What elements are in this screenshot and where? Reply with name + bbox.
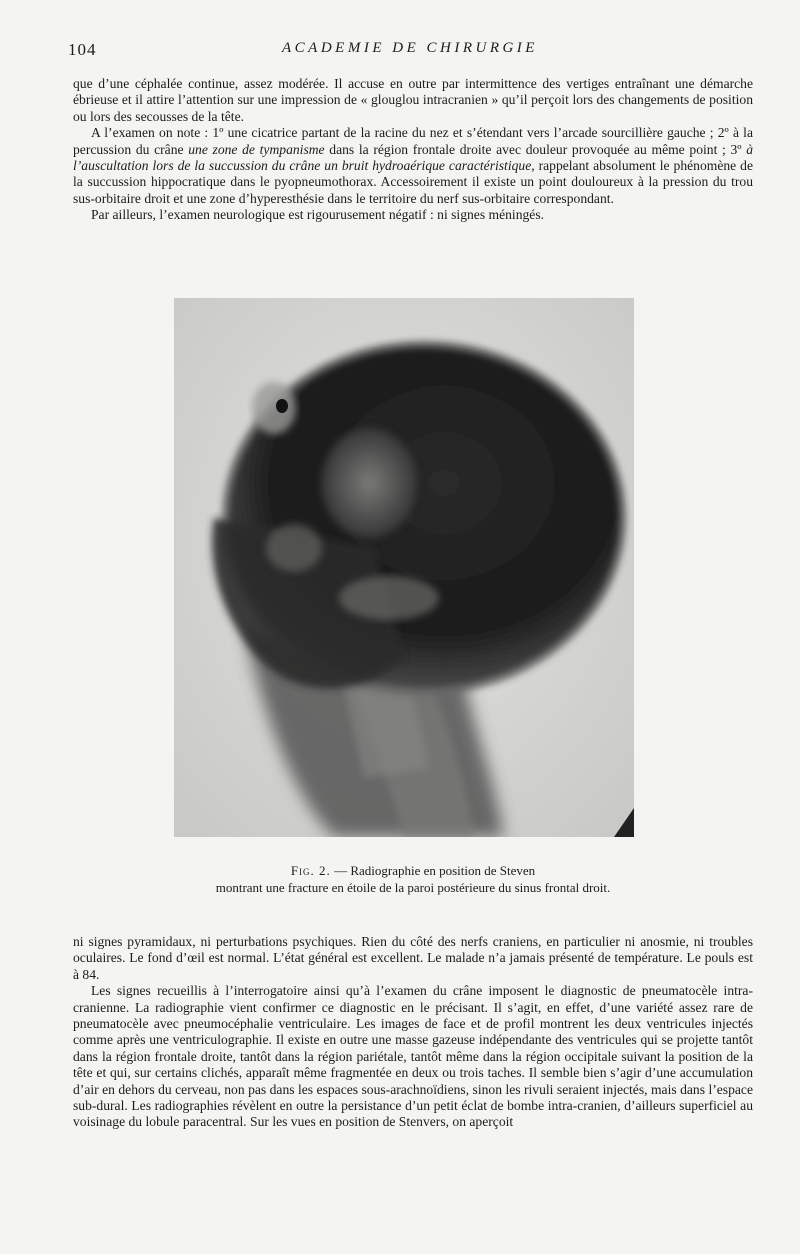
page-number: 104 (68, 40, 97, 59)
text-run: A l’examen on note : 1º une cicatrice partant de la racine du nez et s’étendant vers l’arcade sourcillière gauche ; 2º à la percussion du crâne (73, 125, 753, 157)
figure-caption (73, 862, 753, 896)
paragraph: que d’une céphalée continue, assez modérée. Il accuse en outre par intermittence des vertiges entraînant une démarche ébrieuse et il attire l’attention sur une impression de « glouglou intracranien » qu’il perçoit lors des changements de position ou lors des secousses de la tête. (73, 76, 753, 124)
body-text-bottom (73, 934, 753, 1131)
paragraph: Les signes recueillis à l’interrogatoire ainsi qu’à l’examen du crâne imposent le diagnostic de pneumatocèle intra-cranienne. La radiographie vient confirmer ce diagnostic en le précisant. Il s’agit, en effet, d’une variété assez rare de pneumatocèle avec pneumocéphalie ventriculaire. Les images de face et de profil montrent les deux ventricules injectés comme après une ventriculographie. Il existe en outre une masse gazeuse indépendante des ventricules qui se projette tantôt dans la région frontale droite, tantôt dans la région pariétale, tantôt même dans la région occipitale suivant la position de la tête et qui, sur certains clichés, apparaît même fragmentée en deux ou trois taches. Il semble bien s’agir d’une accumulation d’air en dehors du cerveau, non pas dans les espaces sous-arachnoïdiens, sinon les rivuli seraient injectés, mais dans l’espace sub-dural. Les radiographies révèlent en outre la persistance d’un petit éclat de bombe intra-cranien, d’ailleurs superficiel au voisinage du lobule paracentral. Sur les vues en position de Stenvers, on aperçoit (73, 983, 753, 1130)
body-text-top (73, 76, 753, 224)
paragraph (73, 125, 753, 207)
caption-line (73, 862, 753, 879)
text-run: , rappelant absolument le phénomène de la succussion hippocratique dans le pyopneumothorax. Accessoirement il existe un point douloureux à la pression du trou sus-orbitaire droit et une zone d’hyperesthésie dans le territoire du nerf sus-orbitaire correspondant. (73, 158, 753, 206)
italic-run: une zone de tympanisme (188, 141, 325, 157)
caption-line: montrant une fracture en étoile de la paroi postérieure du sinus frontal droit. (215, 880, 611, 895)
page-header (68, 40, 752, 64)
italic-run: à l’auscultation lors de la succussion du crâne un bruit hydroaérique caractéristique (73, 141, 753, 174)
figure-label: Fig. 2. (290, 863, 331, 878)
paragraph: Par ailleurs, l’examen neurologique est rigourusement négatif : ni signes méningés. (91, 207, 545, 223)
paragraph: ni signes pyramidaux, ni perturbations psychiques. Rien du côté des nerfs craniens, en particulier ni anosmie, ni troubles oculaires. Le fond d’œil est normal. L’état général est excellent. Le malade n’a jamais présenté de température. Le pouls est à 84. (73, 934, 753, 982)
running-title: ACADEMIE DE CHIRURGIE (282, 40, 538, 56)
skull-radiograph (174, 298, 634, 837)
caption-text: — Radiographie en position de Steven (330, 863, 536, 878)
text-run: dans la région frontale droite avec douleur provoquée au même point ; 3º (324, 141, 747, 157)
